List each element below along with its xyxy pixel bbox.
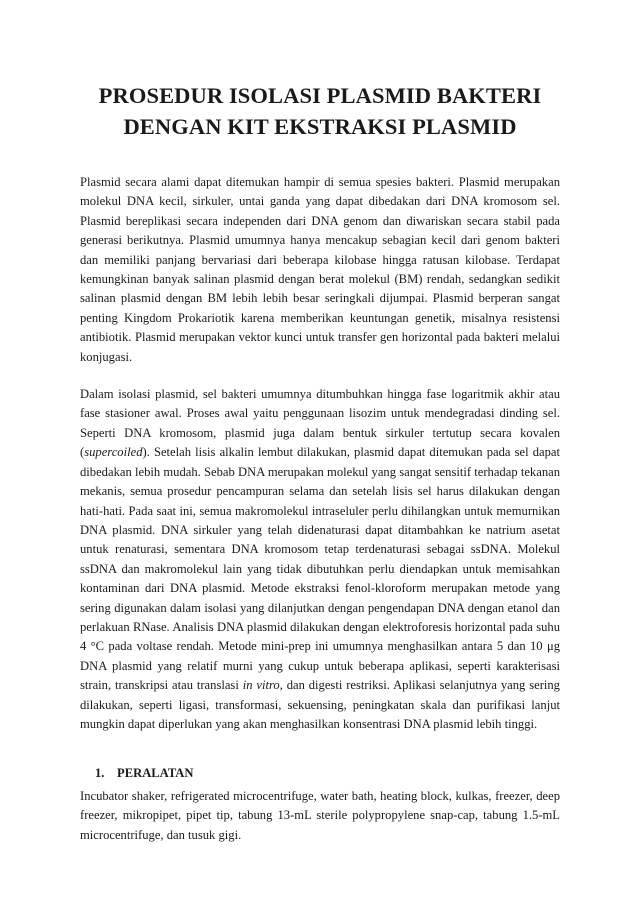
isolation-paragraph-text-2: ). Setelah lisis alkalin lembut dilakukan, plasmid dapat ditemukan pada sel dapat dibedakan lebih mudah. Sebab DNA merupakan molekul yang sangat sensitif terhadap tekanan mekanis, semua prosedur pencampuran selama dan setelah lisis sel harus dilakukan dengan hati-hati. Pada saat ini, semua makromolekul intraseluler perlu dihilangkan untuk memurnikan DNA plasmid. DNA sirkuler yang telah didenaturasi dapat ditambahkan ke natrium asetat untuk renaturasi, sementara DNA kromosom tetap terdenaturasi sebagai ssDNA. Molekul ssDNA dan makromolekul lain yang tidak dibutuhkan perlu diendapkan untuk memisahkan kontaminan dari DNA plasmid. Metode ekstraksi fenol-kloroform merupakan metode yang sering digunakan dalam isolasi yang dilanjutkan dengan pengendapan DNA dengan etanol dan perlakuan RNase. Analisis DNA plasmid dilakukan dengan elektroforesis horizontal pada suhu 4 °C pada voltase rendah. Metode mini-prep ini umumnya menghasilkan antara 5 dan 10 μg DNA plasmid yang relatif murni yang cukup untuk beberapa aplikasi, seperti karakterisasi strain, transkripsi atau translasi bbox=[80, 445, 560, 693]
title-line-2: DENGAN KIT EKSTRAKSI PLASMID bbox=[123, 114, 517, 139]
title-line-1: PROSEDUR ISOLASI PLASMID BAKTERI bbox=[98, 83, 542, 108]
isolation-paragraph-text-3: , dan digesti restriksi. Aplikasi selanjutnya yang sering dilakukan, seperti ligasi, transformasi, sekuensing, peningkatan skala dan purifikasi lanjut mungkin dapat diperlukan yang akan menghasilkan konsentrasi DNA plasmid lebih tinggi. bbox=[80, 678, 560, 731]
isolation-paragraph-text-1: Dalam isolasi plasmid, sel bakteri umumnya ditumbuhkan hingga fase logaritmik akhir atau fase stasioner awal. Proses awal yaitu penggunaan lisozim untuk mendegradasi dinding sel. Seperti DNA kromosom, plasmid juga dalam bentuk sirkuler tertutup secara kovalen ( bbox=[80, 387, 560, 460]
equipment-paragraph: Incubator shaker, refrigerated microcentrifuge, water bath, heating block, kulkas, freezer, deep freezer, mikropipet, pipet tip, tabung 13-mL sterile polypropylene snap-cap, tabung 1.5-mL microcentrifuge, dan tusuk gigi. bbox=[80, 788, 560, 842]
isolation-paragraph bbox=[80, 385, 560, 734]
in-vitro-term: in vitro bbox=[242, 678, 280, 693]
section-number: 1. bbox=[95, 766, 105, 781]
supercoiled-term: supercoiled bbox=[84, 445, 143, 460]
section-heading-peralatan bbox=[80, 764, 560, 783]
intro-paragraph: Plasmid secara alami dapat ditemukan hampir di semua spesies bakteri. Plasmid merupakan molekul DNA kecil, sirkuler, untai ganda yang dapat dibedakan dari DNA kromosom sel. Plasmid bereplikasi secara independen dari DNA genom dan diwariskan secara stabil pada generasi berikutnya. Plasmid umumnya hanya mencakup sebagian kecil dari genom bakteri dan memiliki panjang bervariasi dari beberapa kilobase hingga ratusan kilobase. Terdapat kemungkinan banyak salinan plasmid dengan berat molekul (BM) rendah, sedangkan sedikit salinan plasmid dengan BM lebih lebih besar seringkali dijumpai. Plasmid berperan sangat penting Kingdom Prokariotik karena memberikan keuntungan genetik, misalnya resistensi antibiotik. Plasmid merupakan vektor kunci untuk transfer gen horizontal pada bakteri melalui konjugasi. bbox=[80, 175, 560, 364]
document-title bbox=[80, 80, 560, 142]
section-title: PERALATAN bbox=[117, 766, 194, 781]
